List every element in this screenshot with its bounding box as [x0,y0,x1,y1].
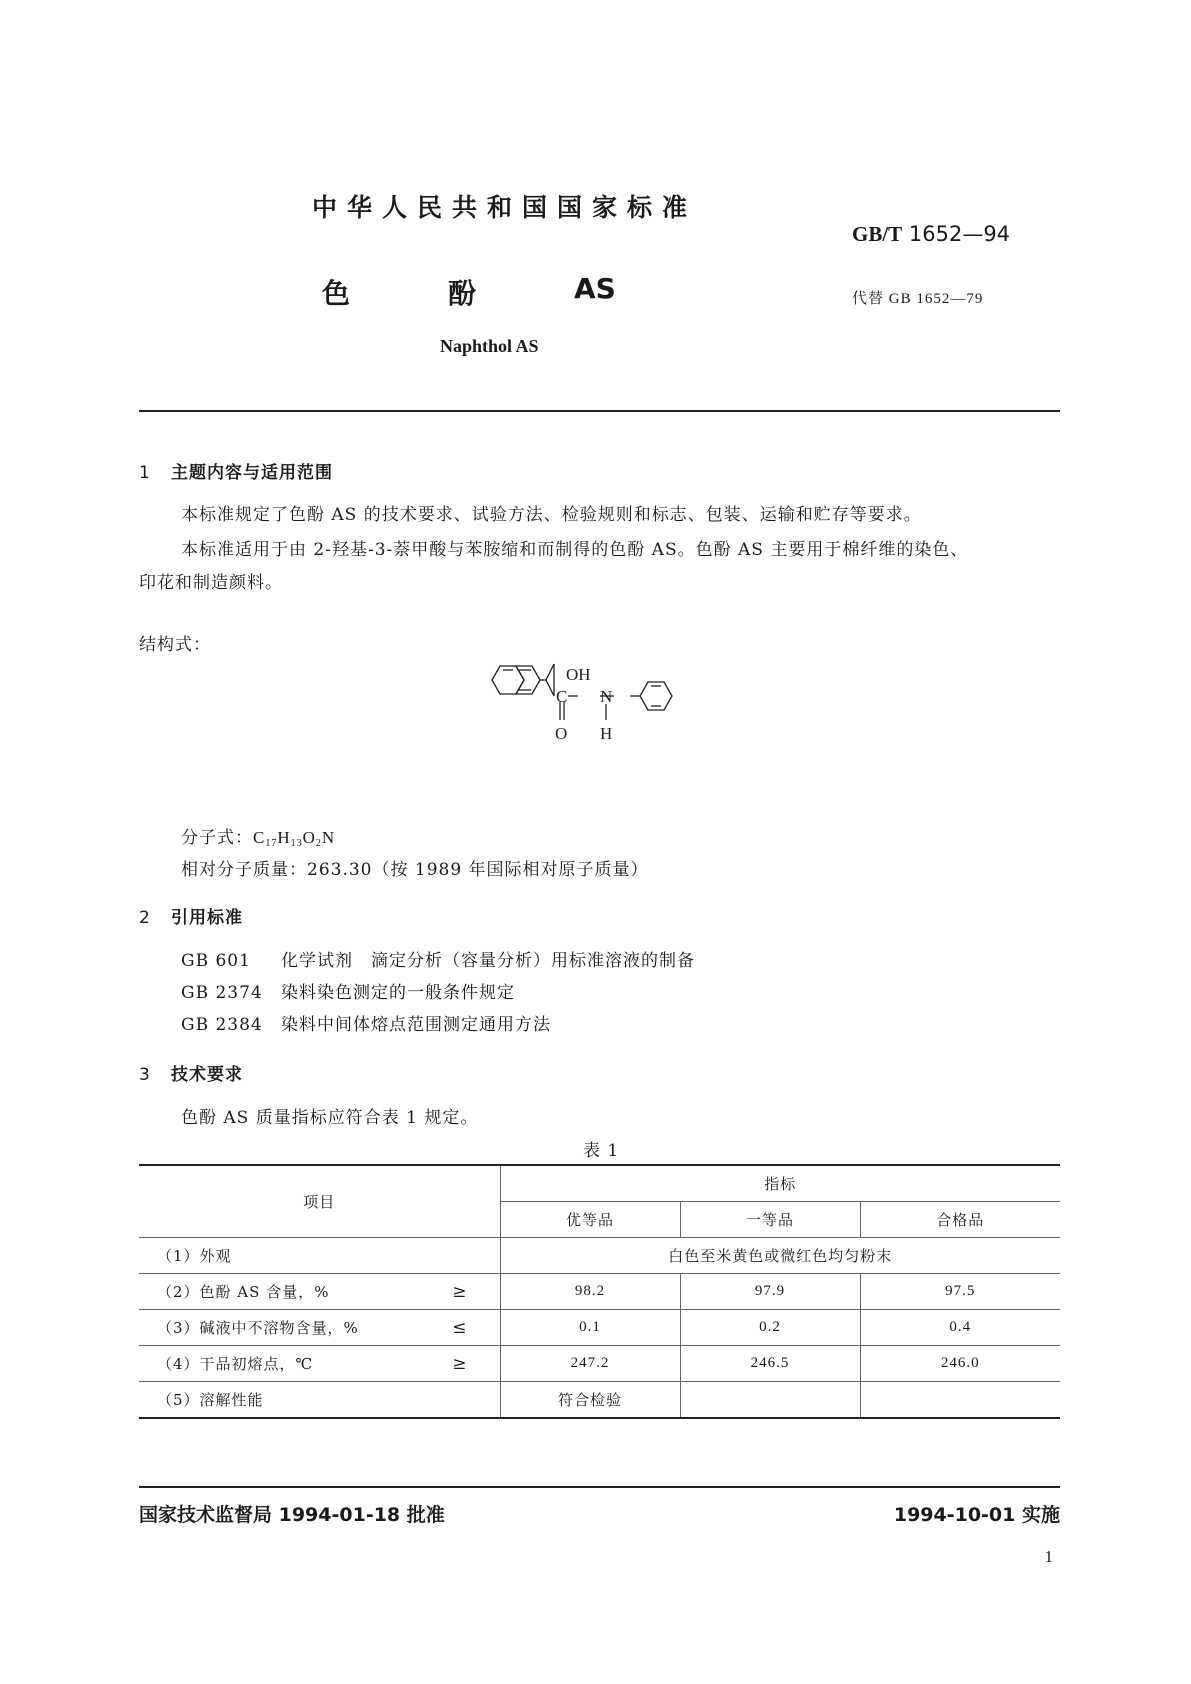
relative-molecular-mass: 相对分子质量：263.30（按 1989 年国际相对原子质量） [181,860,649,880]
structure-o: O [555,724,568,743]
row-value: 0.4 [860,1310,1060,1346]
section-1-para-2: 本标准适用于由 2-羟基-3-萘甲酸与苯胺缩和而制得的色酚 AS。色酚 AS 主要用于棉纤维的染色、 [181,540,969,560]
section-1-para-1: 本标准规定了色酚 AS 的技术要求、试验方法、检验规则和标志、包装、运输和贮存等要求。 [181,505,922,525]
section-1-title: 主题内容与适用范围 [171,463,333,483]
approval-line: 国家技术监督局 1994-01-18 批准 [139,1504,445,1526]
reference-item [181,978,515,1003]
row-value: 97.9 [680,1274,860,1310]
table-row [139,1346,1060,1382]
row-value: 97.5 [860,1274,1060,1310]
section-2-heading [139,903,243,928]
row-value: 98.2 [500,1274,680,1310]
reference-code: GB 2374 [181,983,263,1003]
header-grade-first: 一等品 [680,1202,860,1238]
section-2-title: 引用标准 [171,908,243,928]
footer-divider [139,1486,1060,1488]
header-grade-qualified: 合格品 [860,1202,1060,1238]
header-item: 项目 [139,1165,500,1238]
section-3-heading [139,1060,243,1085]
row-item [139,1310,500,1346]
structure-label: 结构式： [139,635,211,655]
row-operator: ≤ [452,1318,468,1338]
reference-code: GB 2384 [181,1015,263,1035]
implementation-line: 1994-10-01 实施 [893,1504,1060,1526]
header-grade-superior: 优等品 [500,1202,680,1238]
title-char-1: 色 [322,277,351,310]
table-header-row [139,1165,1060,1202]
header-divider [139,410,1060,412]
standard-code [852,222,1010,247]
row-item-label: （5）溶解性能 [139,1382,500,1419]
standard-code-number: 1652—94 [908,222,1011,246]
row-value [680,1382,860,1419]
title-char-2: 酚 [448,277,477,310]
header-indicator: 指标 [500,1165,1060,1202]
english-title: Naphthol AS [440,336,539,356]
reference-code: GB 601 [181,951,251,971]
table-row [139,1382,1060,1419]
row-item-label: （3）碱液中不溶物含量，% [157,1319,359,1337]
molecular-formula: $C_{17}H_{13}O_2N$ [253,828,336,849]
row-operator: ≥ [452,1282,468,1302]
row-value: 246.5 [680,1346,860,1382]
section-1-heading [139,458,333,483]
section-1-para-2-cont: 印花和制造颜料。 [139,573,283,593]
reference-title: 染料中间体熔点范围测定通用方法 [281,1015,551,1035]
reference-item [181,1010,551,1035]
row-merged-value: 白色至米黄色或微红色均匀粉末 [500,1238,1060,1274]
formula-label: 分子式： [181,828,253,848]
section-3-para: 色酚 AS 质量指标应符合表 1 规定。 [181,1108,479,1128]
structure-n: N [600,687,613,706]
structural-formula [480,650,720,750]
molecular-formula-line [181,823,335,849]
standard-code-prefix: GB/T [852,222,903,246]
structure-oh: OH [566,665,591,684]
table-row [139,1238,1060,1274]
reference-item [181,946,695,971]
table-row [139,1310,1060,1346]
structure-c: C [556,687,568,706]
table-row [139,1274,1060,1310]
row-value: 0.1 [500,1310,680,1346]
section-2-number: 2 [139,908,151,928]
page-number: 1 [1044,1547,1053,1566]
title-char-3: AS [574,272,616,305]
table-caption: 表 1 [583,1141,620,1161]
national-standard-heading: 中华人民共和国国家标准 [312,193,698,222]
quality-spec-table [139,1164,1060,1419]
structure-h: H [600,724,613,743]
row-value [860,1382,1060,1419]
section-3-number: 3 [139,1065,151,1085]
row-item-label: （2）色酚 AS 含量，% [157,1283,330,1301]
row-value: 0.2 [680,1310,860,1346]
section-1-number: 1 [139,463,151,483]
replaces-note: 代替 GB 1652—79 [852,291,984,307]
reference-title: 化学试剂 滴定分析（容量分析）用标准溶液的制备 [281,951,695,971]
row-operator: ≥ [452,1354,468,1374]
reference-title: 染料染色测定的一般条件规定 [281,983,515,1003]
row-item [139,1274,500,1310]
row-item-label: （1）外观 [139,1238,500,1274]
row-item [139,1346,500,1382]
row-item-label: （4）干品初熔点，℃ [157,1355,314,1373]
row-value: 246.0 [860,1346,1060,1382]
section-3-title: 技术要求 [171,1065,243,1085]
row-value: 247.2 [500,1346,680,1382]
row-value: 符合检验 [500,1382,680,1419]
